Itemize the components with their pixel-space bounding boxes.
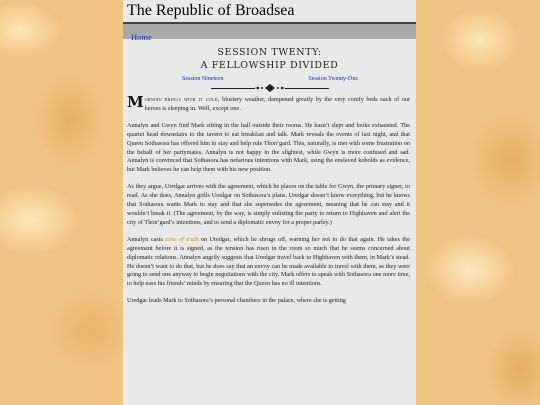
divider-line-left — [211, 88, 255, 89]
site-title: The Republic of Broadsea — [123, 0, 416, 24]
lead-in-text: orning brings with it cold, — [144, 96, 220, 103]
paragraph-4-text-b: on Uredgar, which he shrugs off, warning her not to do that again. He takes the agreement before it is signed, as the tension has risen in the room so much that he seems concerned about diplomatic relations. Annalyn angrily suggests that Uredgar travel back to Highhaven with them, in Mark’s stead. He doesn’t want to do that, but he does say that an envoy can be made available to travel with them, as they were going to send one anyway to begin negotiations with the city. Mark offers to speak with Sothasora one more time, to help ease his friends’ minds by ensuring that the Queen has no ill intentions. — [127, 235, 410, 288]
nav-bar — [123, 24, 416, 42]
ornament-divider — [123, 84, 416, 92]
paragraph-5: Uredgar leads Mark to Sothasora’s personal chambers in the palace, where she is getting — [127, 297, 346, 305]
session-title-line1: SESSION TWENTY: — [217, 47, 322, 58]
paragraph-2: Annalyn and Gwyn find Mark sitting in the hall outside their rooms. He hasn’t slept and looks exhausted. The quartet head downstairs to the tavern to eat breakfast and talk. Mark reveals the events of last night, and that Queen Sothasora has offered him to stay and help rule Thon’gard. This, naturally, is met with some frustration on the behalf of her partymates. Annalyn is not happy in the slightest, while Gwyn is more confused and sad. Annalyn is convinced that Sothasora has nefarious intentions with Mark, using the enslaved kobolds as evidence, but Mark believes he can help them with his new position. — [127, 121, 410, 174]
session-nav — [123, 76, 416, 82]
paragraph-4-text-a: Annalyn casts — [127, 235, 166, 243]
diamond-ornament-icon — [255, 84, 285, 92]
divider-line-right — [285, 88, 329, 89]
paragraph-3: As they argue, Uredgar arrives with the agreement, which he places on the table for Gwyn, the primary signer, to read. As she does, Annalyn grills Uredgar on Sothasora’s plans. Uredgar doesn’t know everything, but he knows that Sothasora wants Mark to stay and that she supersedes the agreement, meaning that he can stay and it wouldn’t break it. (The agreement, by the way, is simply enlisting the party to return to Highhaven and alert the city of Thon’gard’s intentions, and to send a diplomatic envoy for a proper parley.) — [127, 183, 410, 226]
session-title — [123, 46, 416, 72]
next-session-link[interactable]: Session Twenty-One — [308, 76, 358, 82]
page-container — [123, 0, 416, 405]
article-body — [123, 92, 416, 306]
session-title-line2: A FELLOWSHIP DIVIDED — [200, 60, 339, 71]
spell-name: zone of truth — [165, 235, 199, 243]
drop-cap: M — [127, 93, 144, 111]
paragraph-4 — [127, 236, 410, 289]
prev-session-link[interactable]: Session Nineteen — [182, 76, 224, 82]
nav-home-link[interactable]: Home — [131, 32, 152, 42]
paragraph-1-text: blustery weather, dampened greatly by the very comfy beds each of our heroes is sleeping in. Well, except one. — [144, 96, 411, 112]
paragraph-1 — [127, 93, 411, 114]
